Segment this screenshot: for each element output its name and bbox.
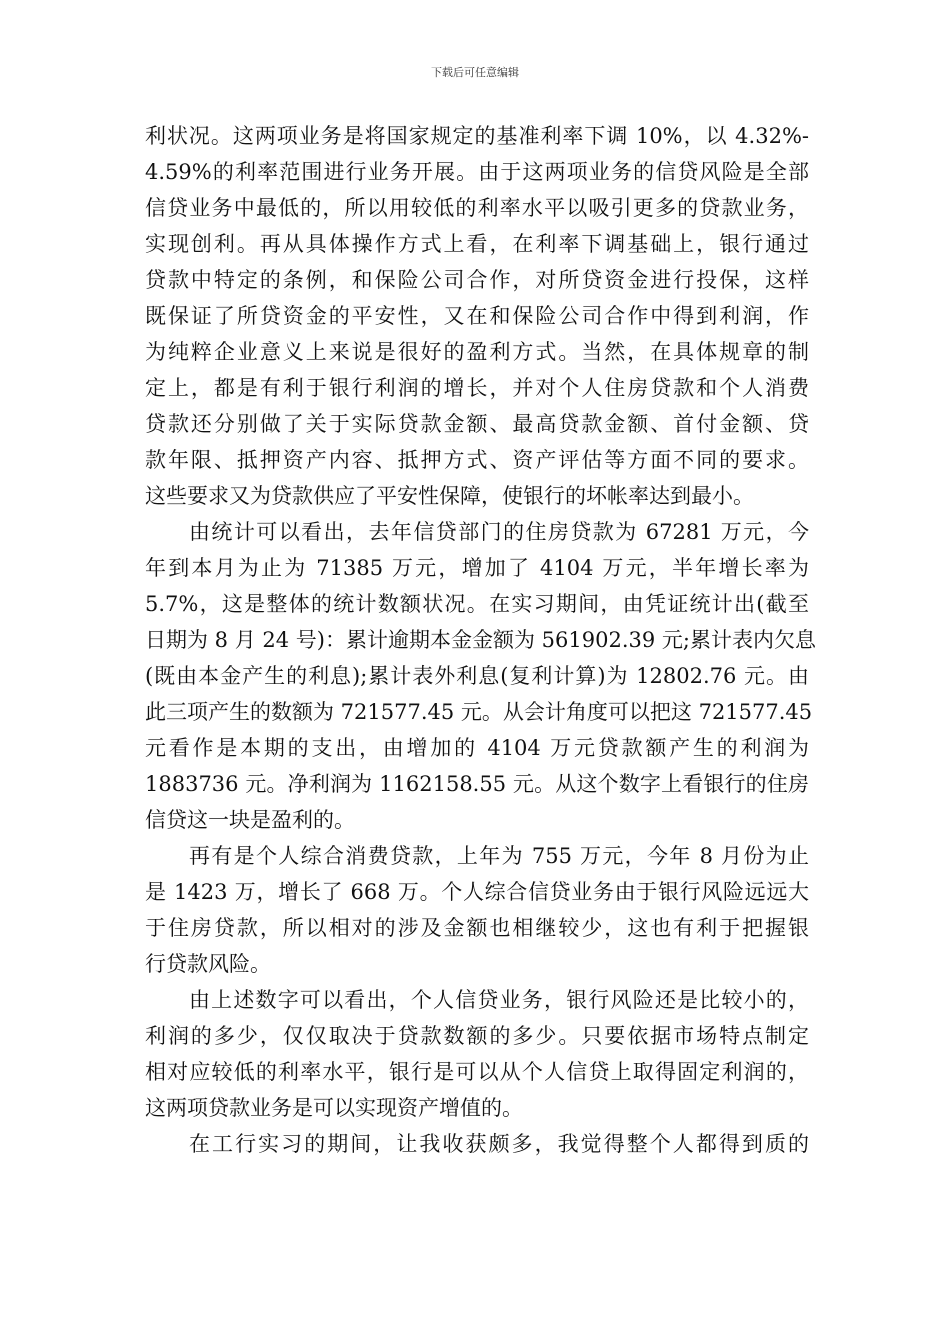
text-line: 于住房贷款，所以相对的涉及金额也相继较少，这也有利于把握银 xyxy=(145,916,809,940)
text-line: 行贷款风险。 xyxy=(145,952,271,976)
text-line: 相对应较低的利率水平，银行是可以从个人信贷上取得固定利润的， xyxy=(145,1060,809,1084)
paragraph xyxy=(145,118,809,514)
text-line: 1883736 元。净利润为 1162158.55 元。从这个数字上看银行的住房 xyxy=(145,772,809,796)
text-line: 是 1423 万，增长了 668 万。个人综合信贷业务由于银行风险远远大 xyxy=(145,880,809,904)
paragraph xyxy=(145,1126,809,1162)
paragraph xyxy=(145,514,816,838)
text-line: 此三项产生的数额为 721577.45 元。从会计角度可以把这 721577.45 xyxy=(145,700,813,724)
document-body xyxy=(145,118,816,1162)
text-line: 这些要求又为贷款供应了平安性保障，使银行的坏帐率达到最小。 xyxy=(145,484,754,508)
text-line: 元看作是本期的支出，由增加的 4104 万元贷款额产生的利润为 xyxy=(145,736,809,760)
text-line: 5.7%，这是整体的统计数额状况。在实习期间，由凭证统计出(截至 xyxy=(145,592,809,616)
text-line: 既保证了所贷资金的平安性，又在和保险公司合作中得到利润，作 xyxy=(145,304,809,328)
text-line: 年到本月为止为 71385 万元，增加了 4104 万元，半年增长率为 xyxy=(145,556,809,580)
paragraph xyxy=(145,982,809,1126)
text-line: 信贷这一块是盈利的。 xyxy=(145,808,355,832)
text-line: 在工行实习的期间，让我收获颇多，我觉得整个人都得到质的 xyxy=(189,1132,809,1156)
page-header: 下载后可任意编辑 xyxy=(431,66,519,79)
text-line: 日期为 8 月 24 号)：累计逾期本金金额为 561902.39 元;累计表内欠息 xyxy=(145,628,816,652)
text-line: 贷款中特定的条例，和保险公司合作，对所贷资金进行投保，这样 xyxy=(145,268,809,292)
text-line: 这两项贷款业务是可以实现资产增值的。 xyxy=(145,1096,523,1120)
text-line: 定上，都是有利于银行利润的增长，并对个人住房贷款和个人消费 xyxy=(145,376,809,400)
text-line: (既由本金产生的利息);累计表外利息(复利计算)为 12802.76 元。由 xyxy=(145,664,809,688)
text-line: 为纯粹企业意义上来说是很好的盈利方式。当然，在具体规章的制 xyxy=(145,340,809,364)
text-line: 实现创利。再从具体操作方式上看，在利率下调基础上，银行通过 xyxy=(145,232,809,256)
text-line: 款年限、抵押资产内容、抵押方式、资产评估等方面不同的要求。 xyxy=(145,448,809,472)
text-line: 由上述数字可以看出，个人信贷业务，银行风险还是比较小的， xyxy=(189,988,809,1012)
text-line: 再有是个人综合消费贷款，上年为 755 万元，今年 8 月份为止 xyxy=(189,844,809,868)
text-line: 由统计可以看出，去年信贷部门的住房贷款为 67281 万元，今 xyxy=(189,520,809,544)
text-line: 贷款还分别做了关于实际贷款金额、最高贷款金额、首付金额、贷 xyxy=(145,412,809,436)
paragraph xyxy=(145,838,809,982)
text-line: 信贷业务中最低的，所以用较低的利率水平以吸引更多的贷款业务， xyxy=(145,196,809,220)
text-line: 利状况。这两项业务是将国家规定的基准利率下调 10%，以 4.32%- xyxy=(145,124,809,148)
text-line: 利润的多少，仅仅取决于贷款数额的多少。只要依据市场特点制定 xyxy=(145,1024,809,1048)
text-line: 4.59%的利率范围进行业务开展。由于这两项业务的信贷风险是全部 xyxy=(145,160,809,184)
